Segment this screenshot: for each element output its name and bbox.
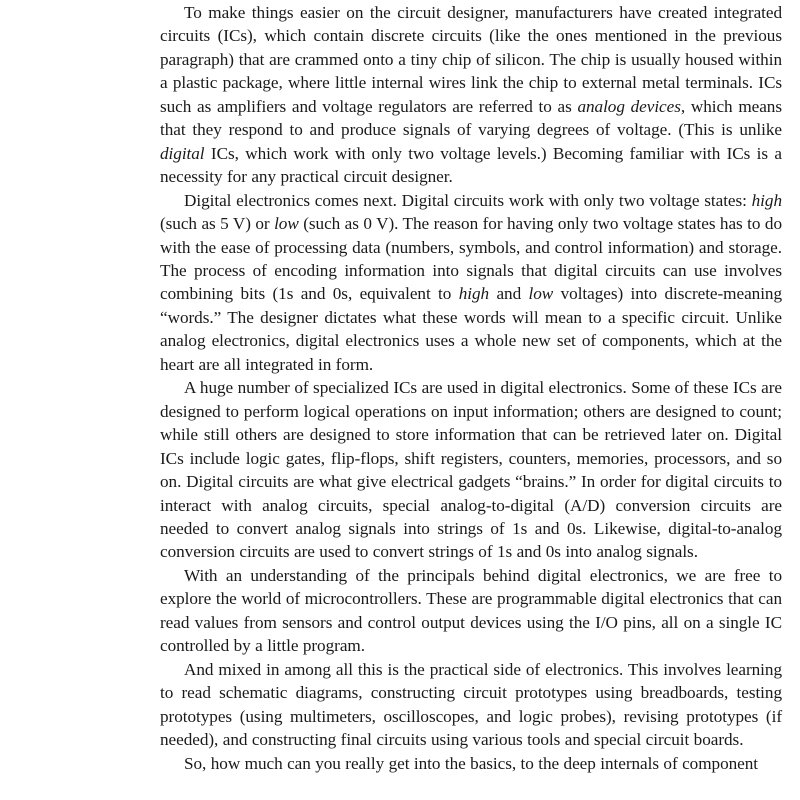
body-text-column — [160, 1, 782, 775]
text-run: , which means that they respond to and produce signals of varying degrees of voltage. (This is unlike — [160, 96, 782, 140]
italic-term: low — [528, 284, 554, 304]
italic-term: analog devices — [577, 96, 681, 116]
paragraph-p1 — [160, 1, 782, 189]
italic-term: digital — [160, 143, 205, 163]
italic-term: high — [751, 190, 782, 210]
italic-term: low — [274, 214, 299, 234]
paragraph-p5 — [160, 658, 782, 752]
text-run: voltages) into discrete-meaning “words.” The designer dictates what these words will mean to a specific circuit. Unlike analog electronics, digital electronics uses a whole new set of components, which at the heart are all integrated in form. — [160, 284, 783, 374]
paragraph-p6 — [160, 752, 782, 775]
text-run: (such as 5 V) or — [160, 214, 275, 234]
italic-term: high — [458, 284, 490, 304]
text-run: So, how much can you really get into the basics, to the deep internals of component — [184, 753, 759, 773]
paragraph-p2 — [160, 189, 782, 377]
text-run: And mixed in among all this is the practical side of electronics. This involves learning to read schematic diagrams, constructing circuit prototypes using breadboards, testing prototypes (using multimeters, oscilloscopes, and logic probes), revising prototypes (if needed), and constructing final circuits using various tools and special circuit boards. — [160, 659, 782, 750]
text-run: With an understanding of the principals behind digital electronics, we are free to explore the world of microcontrollers. These are programmable digital electronics that can read values from sensors and control output devices using the I/O pins, all on a single IC controlled by a little program. — [160, 565, 782, 656]
paragraph-p3 — [160, 376, 782, 564]
paragraph-p4 — [160, 564, 782, 658]
text-run: (such as 0 V). The reason for having only two voltage states has to do with the ease of processing data (numbers, symbols, and control information) and storage. The process of encoding information into signals that digital circuits can use involves combining bits (1s and 0s, equivalent to — [160, 214, 782, 304]
text-run: ICs, which work with only two voltage levels.) Becoming familiar with ICs is a necessity for any practical circuit designer. — [160, 143, 782, 187]
text-run: A huge number of specialized ICs are used in digital electronics. Some of these ICs are designed to perform logical operations on input information; others are designed to count; while still others are designed to store information that can be retrieved later on. Digital ICs include logic gates, flip-flops, shift registers, counters, memories, processors, and so on. Digital circuits are what give electrical gadgets “brains.” In order for digital circuits to interact with analog circuits, special analog-to-digital (A/D) conversion circuits are needed to convert analog signals into strings of 1s and 0s. Likewise, digital-to-analog conversion circuits are used to convert strings of 1s and 0s into analog signals. — [160, 378, 782, 562]
text-run: and — [489, 284, 529, 304]
text-run: To make things easier on the circuit designer, manufacturers have created integrated circuits (ICs), which contain discrete circuits (like the ones mentioned in the previous paragraph) that are crammed onto a tiny chip of silicon. The chip is usually housed within a plastic package, where little internal wires link the chip to external metal terminals. ICs such as amplifiers and voltage regulators are referred to as — [160, 3, 782, 116]
text-run: Digital electronics comes next. Digital circuits work with only two voltage states: — [184, 190, 752, 210]
